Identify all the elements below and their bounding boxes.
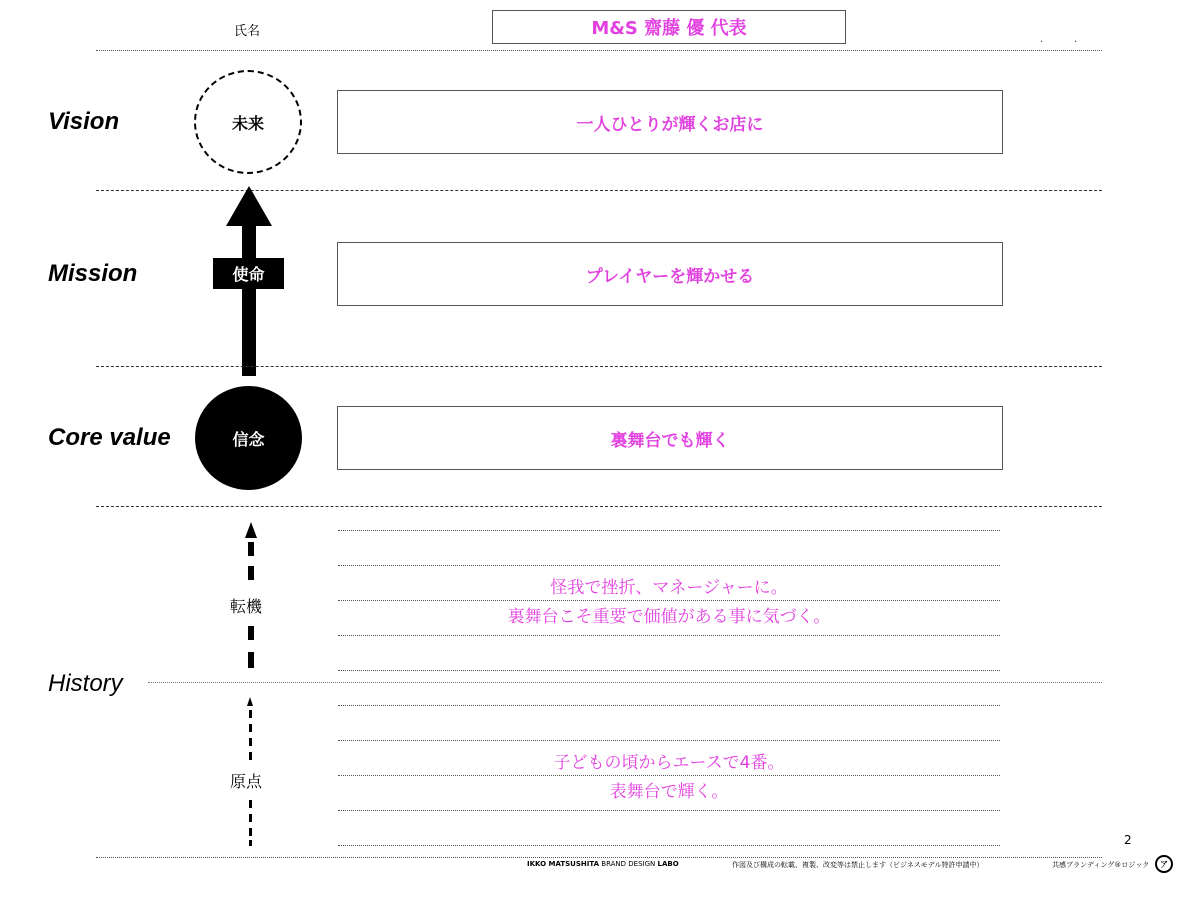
mission-box	[337, 242, 1003, 306]
turning-point-label: 転機	[228, 592, 264, 619]
core-value-label: Core value	[48, 424, 171, 451]
dash-segment	[249, 752, 252, 760]
dash-segment	[249, 738, 252, 746]
origin-line-1: 子どもの頃からエースで4番。	[553, 753, 785, 773]
origin-line-2: 表舞台で輝く。	[609, 782, 729, 802]
belief-circle	[195, 386, 302, 490]
brand-logo-icon	[1155, 855, 1173, 873]
writing-line	[338, 670, 1000, 671]
brand-name-2: BRAND DESIGN	[601, 860, 656, 868]
dash-segment	[248, 652, 254, 668]
name-label: 氏名	[234, 24, 261, 39]
arrow-up-icon	[247, 697, 253, 706]
dash-segment	[249, 814, 252, 822]
mission-label: Mission	[48, 260, 138, 287]
footer-divider	[96, 857, 1102, 858]
name-value-box	[492, 10, 846, 44]
turning-point-line-2: 裏舞台こそ重要で価値がある事に気づく。	[507, 607, 831, 627]
dash-segment	[248, 566, 254, 580]
copyright-notice: 作図及び構成の転載、複製、改変等は禁止します（ビジネスモデル特許申請中）	[732, 861, 984, 869]
dash-segment	[248, 542, 254, 556]
dash-segment	[249, 800, 252, 808]
section-divider	[96, 366, 1102, 367]
dash-segment	[248, 626, 254, 640]
belief-node-label: 信念	[232, 429, 265, 449]
future-node-label: 未来	[231, 113, 264, 133]
dot-mark: .	[1040, 34, 1044, 45]
brand-logo-glyph: ア	[1160, 859, 1168, 869]
mission-content: プレイヤーを輝かせる	[585, 266, 755, 287]
writing-line	[338, 810, 1000, 811]
vision-content: 一人ひとりが輝くお店に	[576, 114, 764, 135]
arrow-up-icon	[226, 186, 272, 226]
writing-line	[338, 565, 1000, 566]
writing-line	[338, 740, 1000, 741]
vision-box	[337, 90, 1003, 154]
dash-segment	[249, 828, 252, 836]
page-number: 2	[1124, 833, 1132, 847]
origin-label: 原点	[228, 767, 264, 794]
dot-mark: .	[1074, 34, 1078, 45]
writing-line	[338, 635, 1000, 636]
header-divider	[96, 50, 1102, 51]
vision-label: Vision	[48, 108, 120, 135]
dash-segment	[249, 710, 252, 718]
history-divider	[148, 682, 1102, 683]
section-divider	[96, 506, 1102, 507]
turning-point-text	[338, 574, 1000, 632]
origin-text	[338, 749, 1000, 807]
mission-tag	[213, 258, 284, 289]
name-value: M&S 齋藤 優 代表	[591, 18, 747, 39]
mission-node-label: 使命	[232, 265, 265, 284]
brand-name-1: IKKO MATSUSHITA	[527, 860, 600, 868]
future-circle	[194, 70, 302, 174]
history-label: History	[48, 670, 123, 697]
core-value-box	[337, 406, 1003, 470]
mission-arrow-shaft	[242, 224, 256, 376]
arrow-up-icon	[245, 522, 257, 538]
dash-segment	[249, 840, 252, 846]
core-value-content: 裏舞台でも輝く	[610, 430, 730, 451]
brand-name-3: LABO	[657, 860, 679, 868]
logic-label: 共感ブランディング®ロジック	[1052, 861, 1150, 869]
writing-line	[338, 705, 1000, 706]
dash-segment	[249, 724, 252, 732]
turning-point-line-1: 怪我で挫折、マネージャーに。	[550, 578, 788, 598]
writing-line	[338, 845, 1000, 846]
writing-line	[338, 530, 1000, 531]
brand-credit	[527, 860, 679, 868]
